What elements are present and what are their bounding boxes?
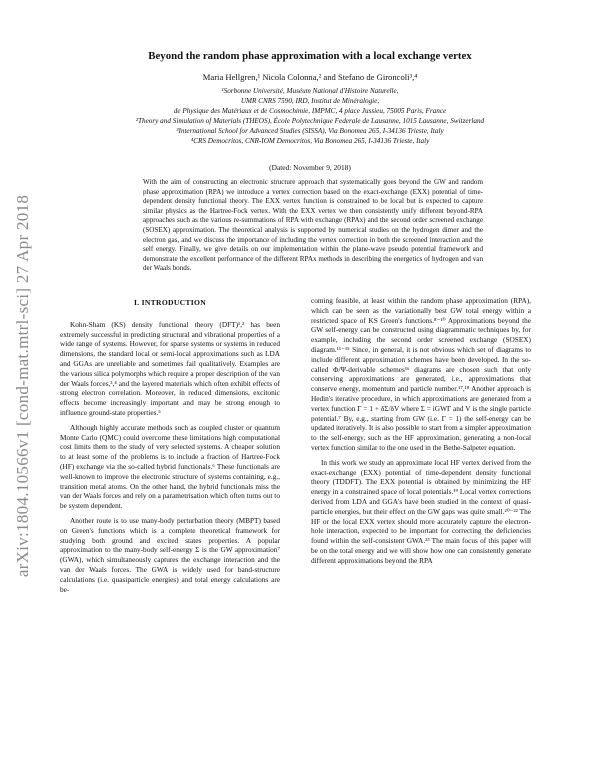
affiliation-line: de Physique des Matériaux et de Cosmochimie, IMPMC, 4 place Jussieu, 75005 Paris, France <box>173 107 447 115</box>
paragraph: Although highly accurate methods such as coupled cluster or quantum Monte Carlo (QMC) could overcome these limitations high computational cost limits them to the study of very selected systems. A cheaper solution to at least some of the problems is to include a fraction of Hartree-Fock (HF) exchange via the so-called hybrid functionals.⁶ These functionals are well-known to improve the electronic structure of systems containing, e.g., transition metal atoms. On the other hand, the hybrid functionals miss the van der Waals forces and rely on a parametrisation which often turns out to be system dependent. <box>60 422 280 511</box>
affiliations <box>40 86 580 146</box>
paragraph: In this work we study an approximate local HF vertex derived from the exact-exchange (EXX) potential of time-dependent density functional theory (TDDFT). The EXX potential is obtained by minimizing the HF energy in a constrained space of local potentials.¹⁹ Local vertex corrections derived from LDA and GGA's have been studied in the context of quasi-particle energies, but their effect on the GW gaps was quite small.²⁰⁻²² The HF or the local EXX vertex should more accurately capture the electron-hole interaction, expected to be important for correcting the deficiencies found within the self-consistent GWA.²³ The main focus of this paper will be on the total energy and we will show how one can consistently generate different approximations beyond the RPA <box>311 457 531 565</box>
author-list: Maria Hellgren,¹ Nicola Colonna,² and Stefano de Gironcoli³,⁴ <box>202 72 418 82</box>
affiliation-line: ¹Sorbonne Université, Muséum National d'Histoire Naturelle, <box>221 87 399 95</box>
abstract: With the aim of constructing an electronic structure approach that systematically goes beyond the GW and random phase approximation (RPA) we introduce a vertex correction based on the exact-exchange (EXX) potential of time-dependent density functional theory. The EXX vertex function is constrained to be local but is expected to capture similar physics as the Hartree-Fock vertex. With the EXX vertex we then consistently unify different beyond-RPA approaches such as the various re-summations of RPA with exchange (RPAx) and the second order screened exchange (SOSEX) approximation. The theoretical analysis is supported by numerical studies on the hydrogen dimer and the electron gas, and we discuss the importance of including the vertex correction in both the screened interaction and the self energy. Finally, we give details on our implementation within the plane-wave pseudo potential framework and demonstrate the excellent performance of the different RPAx methods in describing the energetics of hydrogen and van der Waals bonds. <box>143 178 483 273</box>
paragraph: coming feasible, at least within the random phase approximation (RPA), which can be seen as the variationally best GW total energy within a restricted space of KS Green's functions.⁸⁻¹⁰ Approximations beyond the GW self-energy can be constructed using diagrammatic techniques by, for example, including the second order screened exchange (SOSEX) diagram.¹¹⁻¹⁵ Since, in general, it is not obvious which set of diagrams to include different approximation schemes have been developed. In the so-called Φ/Ψ-derivable schemes¹⁶ diagrams are chosen such that only conserving approximations are generated, i.e., approximations that conserve energy, momentum and particle number.¹⁷,¹⁸ Another approach is Hedin's iterative procedure, in which approximations are generated from a vertex function Γ = 1 + δΣ/δV where Σ = iGWΓ and V is the single particle potential.⁷ By, e.g., starting from GW (i.e. Γ = 1) the self-energy can be updated iteratively. It is also possible to start from a simpler approximation to the self-energy, such as the HF approximation, generating a non-local vertex function similar to the one used in the Bethe-Salpeter equation. <box>311 296 531 452</box>
paragraph: Kohn-Sham (KS) density functional theory (DFT)¹,² has been extremely successful in predicting structural and vibrational properties of a wide range of systems. However, for sparse systems or systems in reduced dimensions, the standard local or semi-local approximations such as LDA and GGAs are unreliable and sometimes fail qualitatively. Examples are the various silica polymorphs which require a proper description of the van der Waals forces,³,⁴ and the layered materials which often exhibit effects of strong electron correlation. Moreover, in reduced dimensions, excitonic effects become increasingly important and may be strong enough to influence ground-state properties.⁵ <box>60 319 280 417</box>
arxiv-identifier-stamp <box>11 196 35 576</box>
date-line: (Dated: November 9, 2018) <box>269 163 351 172</box>
paragraph: Another route is to use many-body perturbation theory (MBPT) based on Green's functions which is a complete theoretical framework for studying both ground and excited states properties. A popular approximation to the many-body self-energy Σ is the GW approximation⁷ (GWA), which simultaneously captures the exchange interaction and the van der Waals forces. The GWA is widely used for band-structure calculations (i.e. quasiparticle energies) and total energy calculations are be- <box>60 515 280 594</box>
paper-title: Beyond the random phase approximation with a local exchange vertex <box>148 50 472 62</box>
right-column <box>311 296 531 571</box>
affiliation-line: UMR CNRS 7590, IRD, Institut de Minéralogie, <box>240 97 380 105</box>
section-heading: I. INTRODUCTION <box>133 298 206 307</box>
left-column <box>60 298 280 599</box>
affiliation-line: ²Theory and Simulation of Materials (THEOS), École Polytechnique Federale de Lausanne, 1015 Lausanne, Switzerland <box>135 117 485 125</box>
affiliation-line: ⁴CRS Democritos, CNR-IOM Democritos, Via Bonomea 265, I-34136 Trieste, Italy <box>190 137 430 145</box>
arxiv-identifier-text: arXiv:1804.10566v1 [cond-mat.mtrl-sci] 27 Apr 2018 <box>13 194 33 578</box>
affiliation-line: ³International School for Advanced Studies (SISSA), Via Bonomea 265, I-34136 Trieste, Italy <box>176 127 444 135</box>
